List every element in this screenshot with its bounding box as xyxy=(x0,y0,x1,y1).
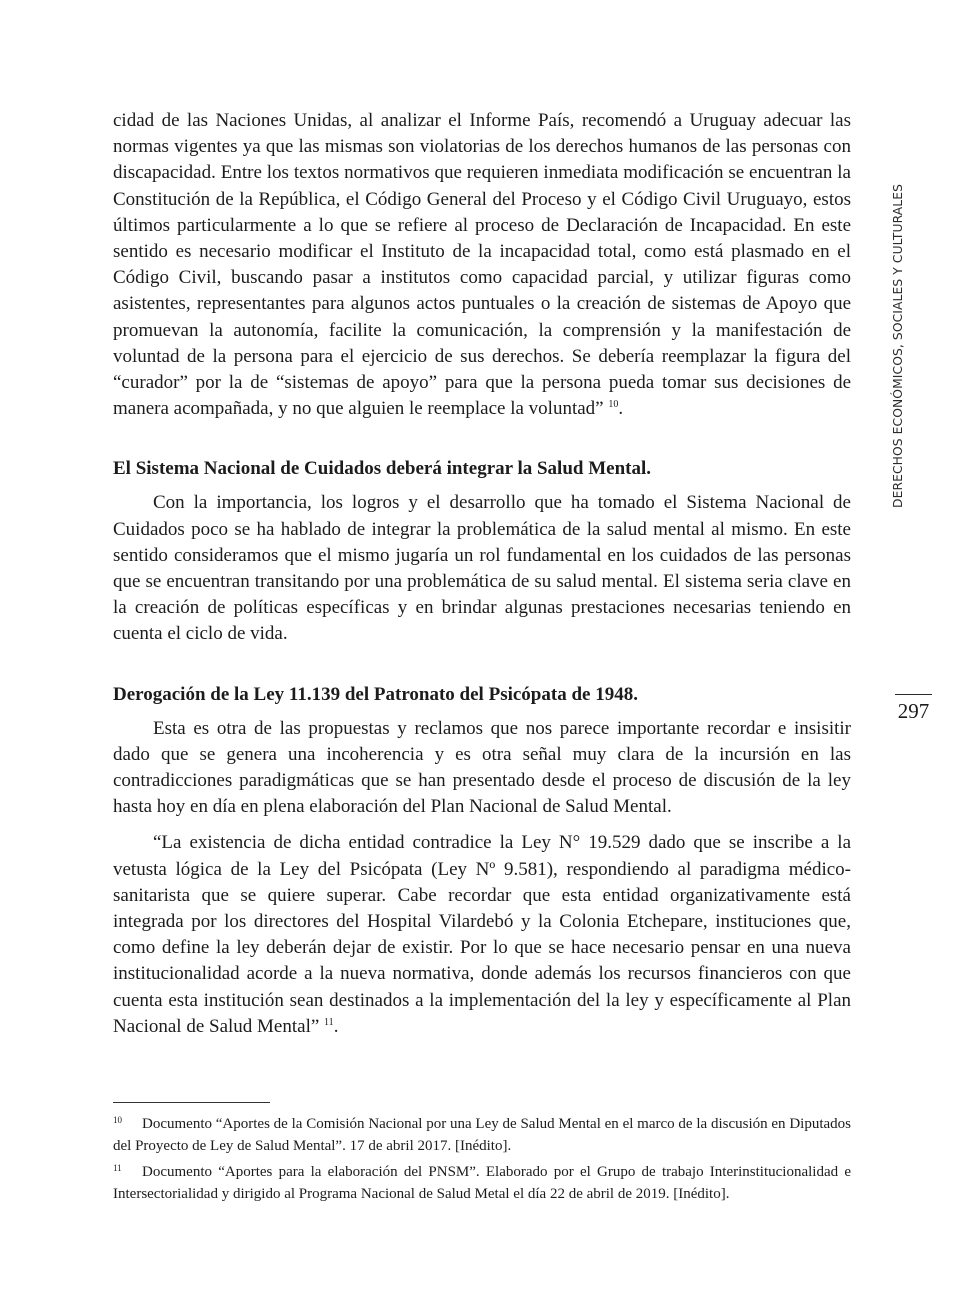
page-number-rule xyxy=(895,694,932,695)
paragraph: Con la importancia, los logros y el desarrollo que ha tomado el Sistema Nacional de Cuidados poco se ha hablado de integrar la problemática de la salud mental al mismo. En este sentido consideramos que el mismo jugaría un rol fundamental en los cuidados de las personas que se encuentran transitando por una problemática de su salud mental. El sistema seria clave en la creación de políticas específicas y en brindar algunas prestaciones necesarias teniendo en cuenta el ciclo de vida. xyxy=(113,492,851,645)
page-number: 297 xyxy=(897,699,930,723)
paragraph-text: cidad de las Naciones Unidas, al analizar el Informe País, recomendó a Uruguay adecuar las normas vigentes ya que las mismas son violatorias de los derechos humanos de las personas con discapacidad. Entre los textos normativos que requieren inmediata modificación se encuentran la Constitución de la República, el Código General del Proceso y el Código Civil Uruguayo, estos últimos particularmente a lo que se refiere al proceso de Declaración de Incapacidad. En este sentido es necesario modificar el Instituto de la incapacidad total, como está plasmado en el Código Civil, buscando pasar a institutos como capacidad parcial, y utilizar figuras como asistentes, representantes para algunos actos puntuales o la creación de sistemas de Apoyo que promuevan la autonomía, facilite la comunicación, la comprensión y la manifestación de voluntad de la persona para el ejercicio de sus derechos. Se debería reemplazar la figura del “curador” por la de “sistemas de apoyo” para que la persona pueda tomar sus decisiones de manera acompañada, y no que alguien le reemplace la voluntad” xyxy=(113,110,851,420)
paragraph: Esta es otra de las propuestas y reclamos que nos parece importante recordar e insisitir dado que se genera una incoherencia y es otra señal muy clara de la incursión en las contradicciones paradigmáticas que se han presentado desde el proceso de discusión de la ley hasta hoy en día en plena elaboración del Plan Nacional de Salud Mental. xyxy=(113,717,851,818)
footnote xyxy=(113,1157,851,1205)
paragraph-text: “La existencia de dicha entidad contradice la Ley N° 19.529 dado que se inscribe a la vetusta lógica de la Ley del Psicópata (Ley Nº 9.581), respondiendo al paradigma médico-sanitarista que se quiere superar. Cabe recordar que esta entidad organizativamente está integrada por los directores del Hospital Vilardebó y la Colonia Etchepare, instituciones que, como define la ley deberán dejar de existir. Por lo que se hace necesario pensar en una nueva institucionalidad acorde a la nueva normativa, donde además los recursos financieros con que cuenta esta institución sean destinados a la implementación del la ley y específicamente al Plan Nacional de Salud Mental” xyxy=(113,832,851,1037)
footnote-text: Documento “Aportes de la Comisión Nacional por una Ley de Salud Mental en el marco de la discusión en Diputados del Proyecto de Ley de Salud Mental”. 17 de abril 2017. [Inédito]. xyxy=(113,1116,851,1154)
footnotes xyxy=(113,1109,851,1205)
paragraph xyxy=(113,830,851,1040)
footnote-ref: 10 xyxy=(608,399,619,411)
footnote-number: 11 xyxy=(113,1163,122,1173)
running-section-title: DERECHOS ECONÓMICOS, SOCIALES Y CULTURALES xyxy=(891,183,905,508)
footnote-number: 10 xyxy=(113,1115,122,1125)
section-heading: El Sistema Nacional de Cuidados deberá integrar la Salud Mental. xyxy=(113,458,652,480)
body-text xyxy=(113,108,851,1040)
paragraph-end: . xyxy=(333,1015,339,1037)
paragraph xyxy=(113,108,851,422)
footnote-ref: 11 xyxy=(324,1016,334,1028)
paragraph-end: . xyxy=(618,398,624,420)
section-heading: Derogación de la Ley 11.139 del Patronato del Psicópata de 1948. xyxy=(113,683,638,705)
footnote xyxy=(113,1109,851,1157)
footnote-text: Documento “Aportes para la elaboración del PNSM”. Elaborado por el Grupo de trabajo Interinstitucionalidad e Intersectorialidad y dirigido al Programa Nacional de Salud Metal el día 22 de abril de 2019. [Inédito]. xyxy=(113,1164,851,1202)
footnote-separator xyxy=(113,1102,270,1103)
